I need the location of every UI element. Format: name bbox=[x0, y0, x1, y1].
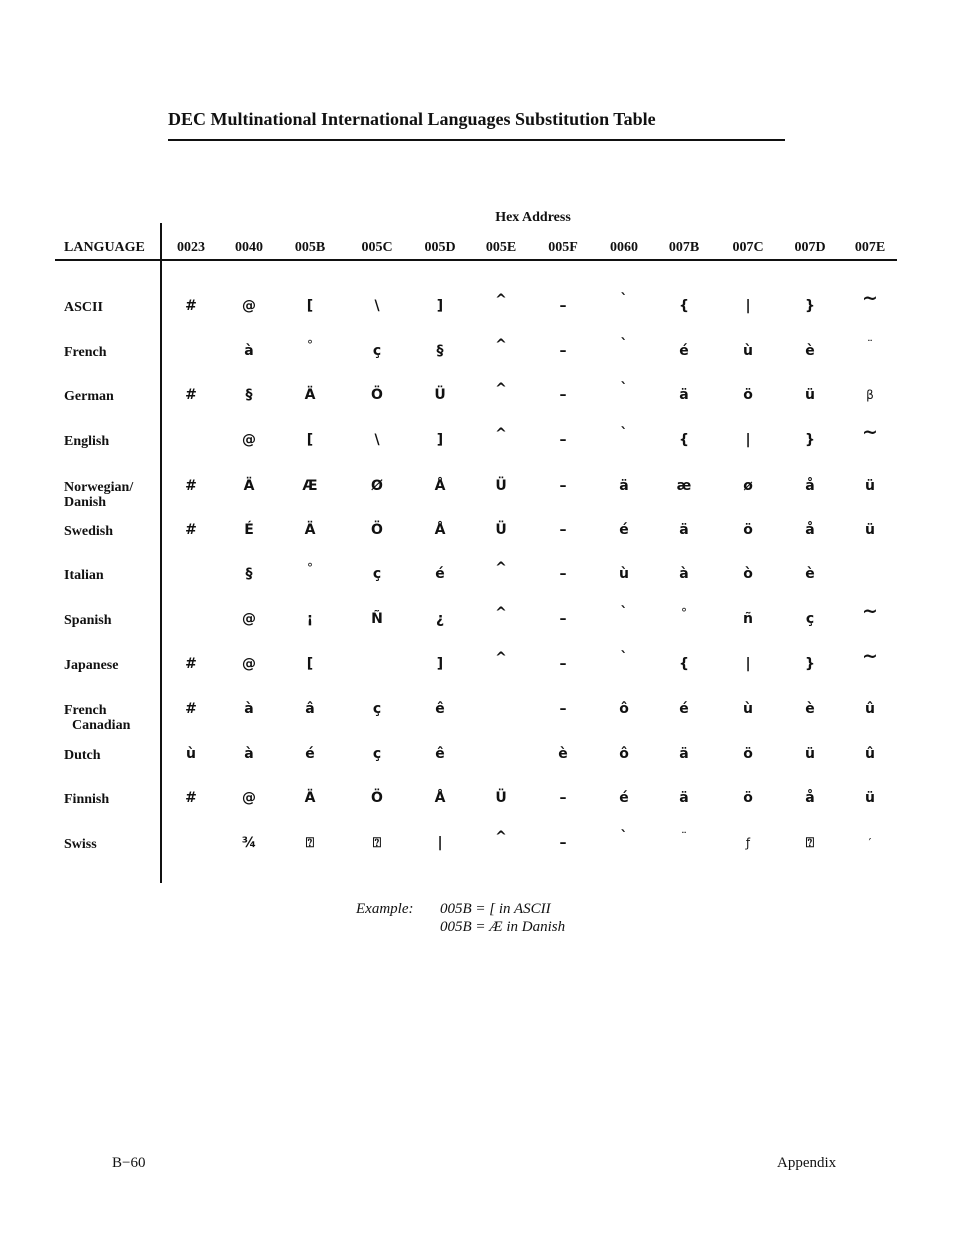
cell-spanish-0060: ` bbox=[620, 605, 628, 621]
cell-finnish-007c: ö bbox=[743, 790, 753, 806]
cell-norwegian-danish-0040: Ä bbox=[243, 478, 255, 494]
cell-french-canadian-005d: ê bbox=[435, 701, 445, 717]
cell-finnish-005b: Ä bbox=[304, 790, 316, 806]
cell-english-005d: ] bbox=[436, 432, 444, 448]
cell-german-007c: ö bbox=[743, 387, 753, 403]
cell-norwegian-danish-007c: ø bbox=[743, 478, 753, 494]
cell-german-005d: Ü bbox=[434, 387, 446, 403]
cell-italian-007c: ò bbox=[743, 566, 753, 582]
cell-french-canadian-0040: à bbox=[244, 701, 254, 717]
cell-french-005f: – bbox=[559, 343, 567, 359]
cell-spanish-007e: ~ bbox=[862, 600, 878, 622]
cell-french-0060: ` bbox=[620, 337, 628, 353]
language-label-finnish: Finnish bbox=[64, 792, 110, 807]
language-label-swiss: Swiss bbox=[64, 837, 97, 852]
cell-german-005c: Ö bbox=[371, 387, 383, 403]
example-line-1: 005B = [ in ASCII bbox=[440, 901, 551, 917]
cell-swiss-005b: ⍰ bbox=[305, 835, 315, 851]
cell-norwegian-danish-007d: å bbox=[805, 478, 815, 494]
column-header-005b: 005B bbox=[294, 240, 326, 255]
language-label-ascii: ASCII bbox=[64, 300, 103, 315]
cell-japanese-0040: @ bbox=[242, 656, 256, 672]
cell-italian-0040: § bbox=[245, 566, 253, 582]
cell-german-007d: ü bbox=[805, 387, 815, 403]
example-line-2: 005B = Æ in Danish bbox=[440, 919, 566, 935]
cell-dutch-007e: û bbox=[865, 746, 875, 762]
cell-norwegian-danish-0060: ä bbox=[619, 478, 629, 494]
cell-spanish-005b: ¡ bbox=[306, 611, 314, 627]
cell-german-0023: # bbox=[185, 387, 197, 403]
cell-english-007e: ~ bbox=[862, 421, 878, 443]
cell-german-007e: β bbox=[866, 388, 874, 402]
cell-ascii-005e: ^ bbox=[495, 292, 507, 308]
cell-swiss-007c: ƒ bbox=[745, 836, 751, 850]
cell-swedish-005e: Ü bbox=[495, 522, 507, 538]
cell-swedish-005f: – bbox=[559, 522, 567, 538]
cell-english-005b: [ bbox=[306, 432, 314, 448]
cell-italian-005e: ^ bbox=[495, 560, 507, 576]
cell-swiss-005c: ⍰ bbox=[372, 835, 382, 851]
cell-italian-007d: è bbox=[805, 566, 815, 582]
cell-norwegian-danish-0023: # bbox=[185, 478, 197, 494]
column-header-005c: 005C bbox=[361, 240, 393, 255]
cell-german-005b: Ä bbox=[304, 387, 316, 403]
cell-italian-007b: à bbox=[679, 566, 689, 582]
cell-japanese-007b: { bbox=[679, 656, 689, 672]
table-divider-line bbox=[160, 223, 162, 883]
column-header-007e: 007E bbox=[854, 240, 886, 255]
cell-finnish-0040: @ bbox=[242, 790, 256, 806]
cell-english-007c: | bbox=[745, 432, 751, 448]
cell-german-005e: ^ bbox=[495, 381, 507, 397]
header-rule bbox=[55, 259, 897, 261]
cell-norwegian-danish-005f: – bbox=[559, 478, 567, 494]
cell-swiss-0060: ` bbox=[620, 829, 628, 845]
cell-dutch-007c: ö bbox=[743, 746, 753, 762]
cell-french-canadian-0060: ô bbox=[619, 701, 629, 717]
cell-dutch-0060: ô bbox=[619, 746, 629, 762]
cell-norwegian-danish-007b: æ bbox=[676, 478, 692, 494]
cell-japanese-0060: ` bbox=[620, 650, 628, 666]
cell-finnish-0023: # bbox=[185, 790, 197, 806]
cell-italian-005c: ç bbox=[372, 566, 382, 582]
language-label-norwegian-danish: Norwegian/ Danish bbox=[64, 480, 134, 510]
cell-dutch-0040: à bbox=[244, 746, 254, 762]
cell-french-canadian-0023: # bbox=[185, 701, 197, 717]
cell-french-canadian-005b: â bbox=[305, 701, 315, 717]
cell-french-007b: é bbox=[679, 343, 689, 359]
cell-swedish-007e: ü bbox=[865, 522, 875, 538]
cell-spanish-005f: – bbox=[559, 611, 567, 627]
cell-french-005c: ç bbox=[372, 343, 382, 359]
cell-german-005f: – bbox=[559, 387, 567, 403]
cell-finnish-007d: å bbox=[805, 790, 815, 806]
cell-finnish-0060: é bbox=[619, 790, 629, 806]
cell-english-0040: @ bbox=[242, 432, 256, 448]
cell-english-007d: } bbox=[805, 432, 815, 448]
cell-ascii-005b: [ bbox=[306, 298, 314, 314]
cell-english-005f: – bbox=[559, 432, 567, 448]
cell-french-005b: ° bbox=[307, 338, 313, 352]
language-label-japanese: Japanese bbox=[64, 658, 119, 673]
cell-french-007c: ù bbox=[743, 343, 753, 359]
cell-ascii-005d: ] bbox=[436, 298, 444, 314]
column-header-005f: 005F bbox=[548, 240, 578, 255]
cell-swedish-007d: å bbox=[805, 522, 815, 538]
column-header-005d: 005D bbox=[424, 240, 456, 255]
cell-spanish-007c: ñ bbox=[743, 611, 753, 627]
title-rule bbox=[168, 139, 785, 141]
language-column-header: LANGUAGE bbox=[64, 240, 145, 255]
cell-french-005d: § bbox=[436, 343, 444, 359]
cell-swedish-005d: Å bbox=[434, 522, 446, 538]
column-header-007d: 007D bbox=[794, 240, 826, 255]
language-label-italian: Italian bbox=[64, 568, 104, 583]
cell-dutch-005f: è bbox=[558, 746, 568, 762]
column-header-007c: 007C bbox=[732, 240, 764, 255]
cell-swiss-005f: – bbox=[559, 835, 567, 851]
cell-japanese-0023: # bbox=[185, 656, 197, 672]
cell-ascii-007c: | bbox=[745, 298, 751, 314]
cell-french-0040: à bbox=[244, 343, 254, 359]
cell-italian-0060: ù bbox=[619, 566, 629, 582]
cell-norwegian-danish-005e: Ü bbox=[495, 478, 507, 494]
cell-ascii-0040: @ bbox=[242, 298, 256, 314]
cell-japanese-007d: } bbox=[805, 656, 815, 672]
cell-french-007e: ¨ bbox=[867, 338, 873, 352]
cell-dutch-007d: ü bbox=[805, 746, 815, 762]
cell-dutch-0023: ù bbox=[186, 746, 196, 762]
cell-french-005e: ^ bbox=[495, 337, 507, 353]
cell-swedish-005b: Ä bbox=[304, 522, 316, 538]
cell-norwegian-danish-005d: Å bbox=[434, 478, 446, 494]
cell-spanish-0040: @ bbox=[242, 611, 256, 627]
cell-spanish-005c: Ñ bbox=[371, 611, 383, 627]
cell-japanese-005e: ^ bbox=[495, 650, 507, 666]
language-label-swedish: Swedish bbox=[64, 524, 114, 539]
cell-finnish-005d: Å bbox=[434, 790, 446, 806]
cell-french-canadian-007c: ù bbox=[743, 701, 753, 717]
cell-ascii-005c: \ bbox=[374, 298, 380, 314]
hex-address-label: Hex Address bbox=[495, 210, 571, 225]
cell-swiss-005d: | bbox=[437, 835, 443, 851]
cell-italian-005d: é bbox=[435, 566, 445, 582]
cell-finnish-005f: – bbox=[559, 790, 567, 806]
cell-swedish-007b: ä bbox=[679, 522, 689, 538]
cell-swiss-007b: ¨ bbox=[681, 830, 687, 844]
cell-german-0040: § bbox=[245, 387, 253, 403]
cell-swiss-0040: ¾ bbox=[241, 835, 257, 851]
cell-finnish-005c: Ö bbox=[371, 790, 383, 806]
cell-french-007d: è bbox=[805, 343, 815, 359]
example-label: Example: bbox=[356, 901, 414, 917]
cell-english-005e: ^ bbox=[495, 426, 507, 442]
language-label-french-canadian: French Canadian bbox=[64, 703, 131, 733]
cell-italian-005b: ° bbox=[307, 561, 313, 575]
cell-french-canadian-007d: è bbox=[805, 701, 815, 717]
column-header-0023: 0023 bbox=[177, 240, 205, 255]
cell-dutch-005c: ç bbox=[372, 746, 382, 762]
cell-italian-005f: – bbox=[559, 566, 567, 582]
cell-swedish-0023: # bbox=[185, 522, 197, 538]
cell-ascii-0060: ` bbox=[620, 292, 628, 308]
cell-japanese-005b: [ bbox=[306, 656, 314, 672]
cell-english-0060: ` bbox=[620, 426, 628, 442]
cell-spanish-005d: ¿ bbox=[435, 611, 445, 627]
cell-french-canadian-005c: ç bbox=[372, 701, 382, 717]
cell-japanese-007e: ~ bbox=[862, 645, 878, 667]
cell-norwegian-danish-007e: ü bbox=[865, 478, 875, 494]
cell-swedish-0060: é bbox=[619, 522, 629, 538]
cell-spanish-007b: ° bbox=[681, 606, 687, 620]
cell-english-005c: \ bbox=[374, 432, 380, 448]
column-header-0060: 0060 bbox=[610, 240, 638, 255]
language-label-french: French bbox=[64, 345, 107, 360]
cell-ascii-007b: { bbox=[679, 298, 689, 314]
cell-norwegian-danish-005b: Æ bbox=[302, 478, 318, 494]
cell-spanish-007d: ç bbox=[805, 611, 815, 627]
cell-swedish-007c: ö bbox=[743, 522, 753, 538]
cell-spanish-005e: ^ bbox=[495, 605, 507, 621]
cell-finnish-007b: ä bbox=[679, 790, 689, 806]
cell-ascii-007d: } bbox=[805, 298, 815, 314]
cell-japanese-005d: ] bbox=[436, 656, 444, 672]
column-header-007b: 007B bbox=[668, 240, 700, 255]
language-label-german: German bbox=[64, 389, 114, 404]
cell-english-007b: { bbox=[679, 432, 689, 448]
cell-german-0060: ` bbox=[620, 381, 628, 397]
cell-ascii-005f: – bbox=[559, 298, 567, 314]
cell-ascii-0023: # bbox=[185, 298, 197, 314]
column-header-005e: 005E bbox=[485, 240, 517, 255]
page-title: DEC Multinational International Languages Substitution Table bbox=[168, 109, 656, 129]
cell-japanese-005f: – bbox=[559, 656, 567, 672]
cell-swiss-005e: ^ bbox=[495, 829, 507, 845]
cell-norwegian-danish-005c: Ø bbox=[371, 478, 383, 494]
cell-dutch-007b: ä bbox=[679, 746, 689, 762]
cell-french-canadian-007e: û bbox=[865, 701, 875, 717]
footer-section: Appendix bbox=[777, 1155, 837, 1171]
cell-finnish-005e: Ü bbox=[495, 790, 507, 806]
cell-swedish-0040: É bbox=[244, 522, 254, 538]
cell-french-canadian-005f: – bbox=[559, 701, 567, 717]
column-header-0040: 0040 bbox=[235, 240, 263, 255]
language-label-spanish: Spanish bbox=[64, 613, 112, 628]
cell-swiss-007d: ⍰ bbox=[805, 835, 815, 851]
cell-finnish-007e: ü bbox=[865, 790, 875, 806]
cell-ascii-007e: ~ bbox=[862, 287, 878, 309]
cell-swedish-005c: Ö bbox=[371, 522, 383, 538]
cell-french-canadian-007b: é bbox=[679, 701, 689, 717]
page-number: B−60 bbox=[112, 1155, 146, 1171]
language-label-dutch: Dutch bbox=[64, 748, 101, 763]
cell-dutch-005d: ê bbox=[435, 746, 445, 762]
cell-swiss-007e: ′ bbox=[868, 836, 872, 850]
cell-german-007b: ä bbox=[679, 387, 689, 403]
cell-dutch-005b: é bbox=[305, 746, 315, 762]
language-label-english: English bbox=[64, 434, 110, 449]
cell-japanese-007c: | bbox=[745, 656, 751, 672]
